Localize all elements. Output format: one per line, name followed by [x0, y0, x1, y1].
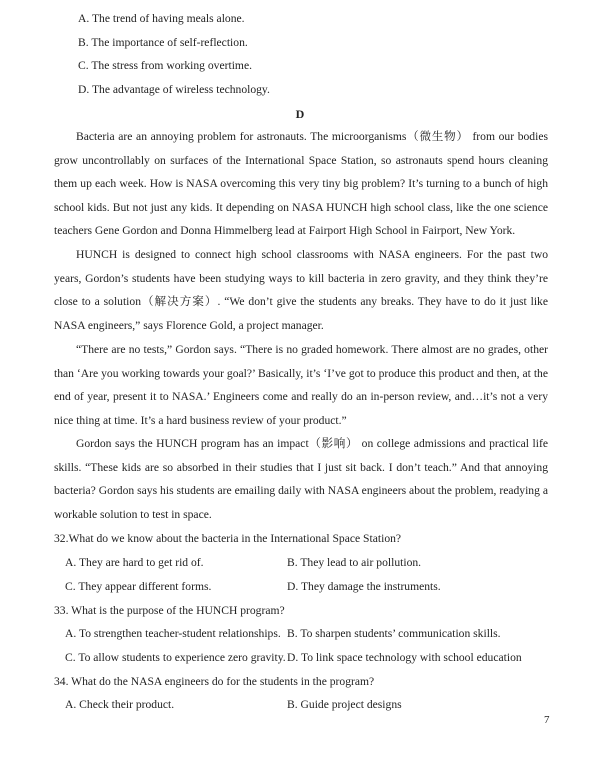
question-33-option-a: A. To strengthen teacher-student relationships. [65, 627, 281, 640]
question-33-option-b: B. To sharpen students’ communication skills. [287, 627, 501, 640]
question-34-stem: 34. What do the NASA engineers do for the students in the program? [54, 675, 375, 688]
question-32-option-b: B. They lead to air pollution. [287, 556, 422, 569]
passage-paragraph-4: Gordon says the HUNCH program has an impact（影响） on college admissions and practical life skills. “These kids are so absorbed in their studies that I just sit back. I don’t teach.” And that annoying bacteria? Gordon says his students are emailing daily with NASA engineers about the problem, readying a workable solution to test in space. [54, 437, 548, 521]
question-33-option-d: D. To link space technology with school education [287, 651, 522, 664]
section-heading: D [295, 107, 305, 121]
passage-paragraph-2: HUNCH is designed to connect high school classrooms with NASA engineers. For the past two years, Gordon’s students have been studying ways to kill bacteria in zero gravity, and they think they’re close to a solution（解决方案）. “We don’t give the students any breaks. They have to do it just like NASA engineers,” says Florence Gold, a project manager. [54, 248, 548, 332]
passage-paragraph-3: “There are no tests,” Gordon says. “There is no graded homework. There almost are no grades, other than ‘Are you working towards your goal?’ Basically, it’s ‘I’ve got to produce this product and then, at the end of year, present it to NASA.’ Engineers come and really do an in-person review, and…it’s not a very nice thing at time. It’s a hard business review of your product.” [54, 343, 548, 427]
question-32-stem: 32.What do we know about the bacteria in the International Space Station? [54, 532, 402, 545]
prev-option-c: C. The stress from working overtime. [78, 59, 252, 72]
question-32-option-c: C. They appear different forms. [65, 580, 212, 593]
question-34-option-a: A. Check their product. [65, 698, 175, 711]
question-34-option-b: B. Guide project designs [287, 698, 402, 711]
prev-option-b: B. The importance of self-reflection. [78, 36, 248, 49]
prev-option-d: D. The advantage of wireless technology. [78, 83, 270, 96]
question-32-option-a: A. They are hard to get rid of. [65, 556, 204, 569]
question-33-stem: 33. What is the purpose of the HUNCH program? [54, 604, 285, 617]
prev-option-a: A. The trend of having meals alone. [78, 12, 245, 25]
passage-paragraph-1: Bacteria are an annoying problem for astronauts. The microorganisms（微生物） from our bodies grow uncontrollably on surfaces of the International Space Station, so astronauts spend hours cleaning them up each week. How is NASA overcoming this very tiny big problem? It’s turning to a bunch of high school kids. But not just any kids. It depending on NASA HUNCH high school class, like the one science teachers Gene Gordon and Donna Himmelberg lead at Fairport High School in Fairport, New York. [54, 130, 548, 238]
page-number: 7 [544, 714, 550, 726]
question-33-option-c: C. To allow students to experience zero gravity. [65, 651, 286, 664]
question-32-option-d: D. They damage the instruments. [287, 580, 441, 593]
